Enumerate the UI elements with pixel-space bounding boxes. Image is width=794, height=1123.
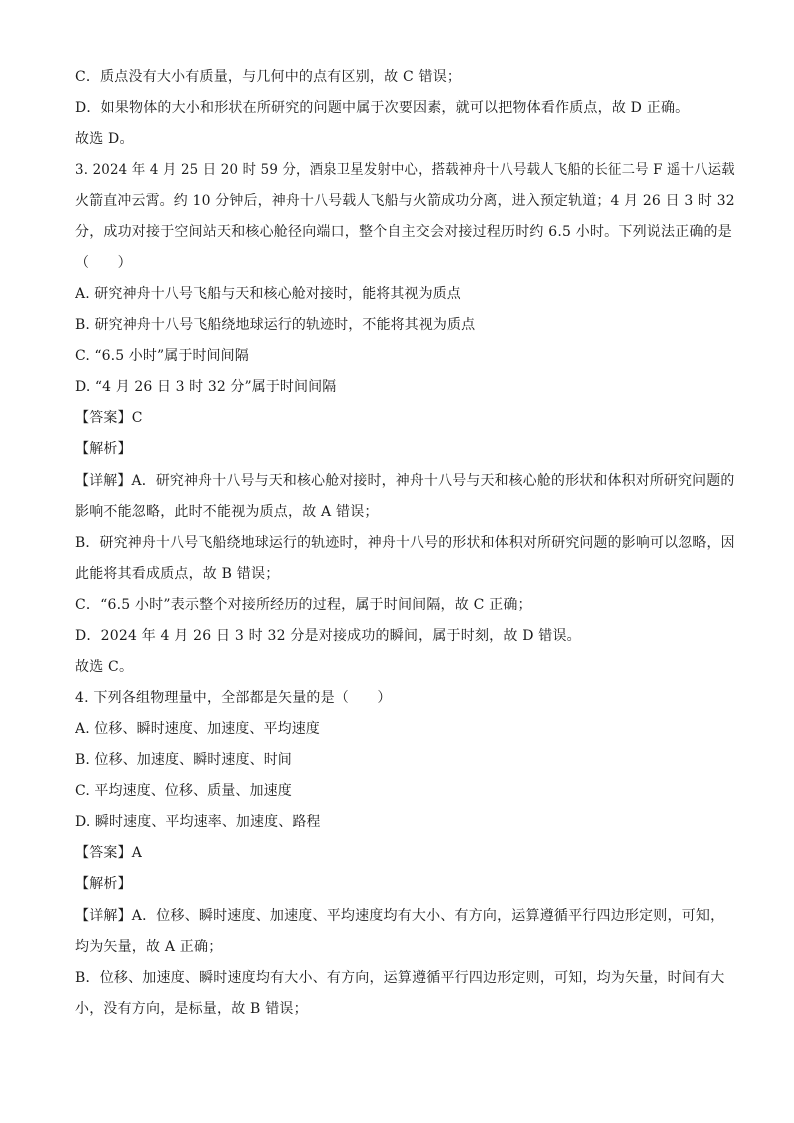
question-3-line: 分，成功对接于空间站天和核心舱径向端口，整个自主交会对接过程历时约 6.5 小时。下列说法正确的是 xyxy=(75,224,732,240)
detail-line: D．2024 年 4 月 26 日 3 时 32 分是对接成功的瞬间，属于时刻，故 D 错误。 xyxy=(75,628,581,644)
analysis-label: 【解析】 xyxy=(75,876,132,892)
question-3-option-a: A. 研究神舟十八号飞船与天和核心舱对接时，能将其视为质点 xyxy=(75,286,461,302)
question-4-option-c: C. 平均速度、位移、质量、加速度 xyxy=(75,783,292,799)
detail-line: B．位移、加速度、瞬时速度均有大小、有方向，运算遵循平行四边形定则，可知，均为矢量，时间有大 xyxy=(75,970,725,986)
detail-line: 小，没有方向，是标量，故 B 错误； xyxy=(75,1001,308,1017)
question-3-line: 火箭直冲云霄。约 10 分钟后，神舟十八号载人飞船与火箭成功分离，进入预定轨道；4 月 26 日 3 时 32 xyxy=(75,193,735,209)
answer-label: 【答案】A xyxy=(75,845,143,861)
analysis-label: 【解析】 xyxy=(75,441,132,457)
question-3-line: 3. 2024 年 4 月 25 日 20 时 59 分，酒泉卫星发射中心，搭载神舟十八号载人飞船的长征二号 F 遥十八运载 xyxy=(75,162,735,178)
question-4-option-a: A. 位移、瞬时速度、加速度、平均速度 xyxy=(75,721,320,737)
detail-line: 【详解】A．位移、瞬时速度、加速度、平均速度均有大小、有方向，运算遵循平行四边形定则，可知， xyxy=(75,908,725,924)
question-3-option-b: B. 研究神舟十八号飞船绕地球运行的轨迹时，不能将其视为质点 xyxy=(75,317,476,333)
question-4-option-d: D. 瞬时速度、平均速率、加速度、路程 xyxy=(75,814,321,830)
text-line: D．如果物体的大小和形状在所研究的问题中属于次要因素，就可以把物体看作质点，故 D 正确。 xyxy=(75,100,690,116)
detail-line: B．研究神舟十八号飞船绕地球运行的轨迹时，神舟十八号的形状和体积对所研究问题的影响可以忽略，因 xyxy=(75,535,735,551)
question-4-option-b: B. 位移、加速度、瞬时速度、时间 xyxy=(75,752,292,768)
text-line: C．质点没有大小有质量，与几何中的点有区别，故 C 错误； xyxy=(75,69,462,85)
question-3-blank: （ ） xyxy=(75,255,132,271)
detail-line: 故选 C。 xyxy=(75,659,134,675)
question-3-option-c: C. “6.5 小时”属于时间间隔 xyxy=(75,348,249,364)
detail-line: 均为矢量，故 A 正确； xyxy=(75,939,223,955)
detail-line: 此能将其看成质点，故 B 错误； xyxy=(75,566,280,582)
answer-label: 【答案】C xyxy=(75,410,143,426)
question-4-line: 4. 下列各组物理量中，全部都是矢量的是（ ） xyxy=(75,690,392,706)
text-line: 故选 D。 xyxy=(75,131,134,147)
question-3-option-d: D. “4 月 26 日 3 时 32 分”属于时间间隔 xyxy=(75,379,337,395)
detail-line: 影响不能忽略，此时不能视为质点，故 A 错误； xyxy=(75,504,379,520)
detail-line: 【详解】A．研究神舟十八号与天和核心舱对接时，神舟十八号与天和核心舱的形状和体积对所研究问题的 xyxy=(75,473,735,489)
detail-line: C．“6.5 小时”表示整个对接所经历的过程，属于时间间隔，故 C 正确； xyxy=(75,597,532,613)
